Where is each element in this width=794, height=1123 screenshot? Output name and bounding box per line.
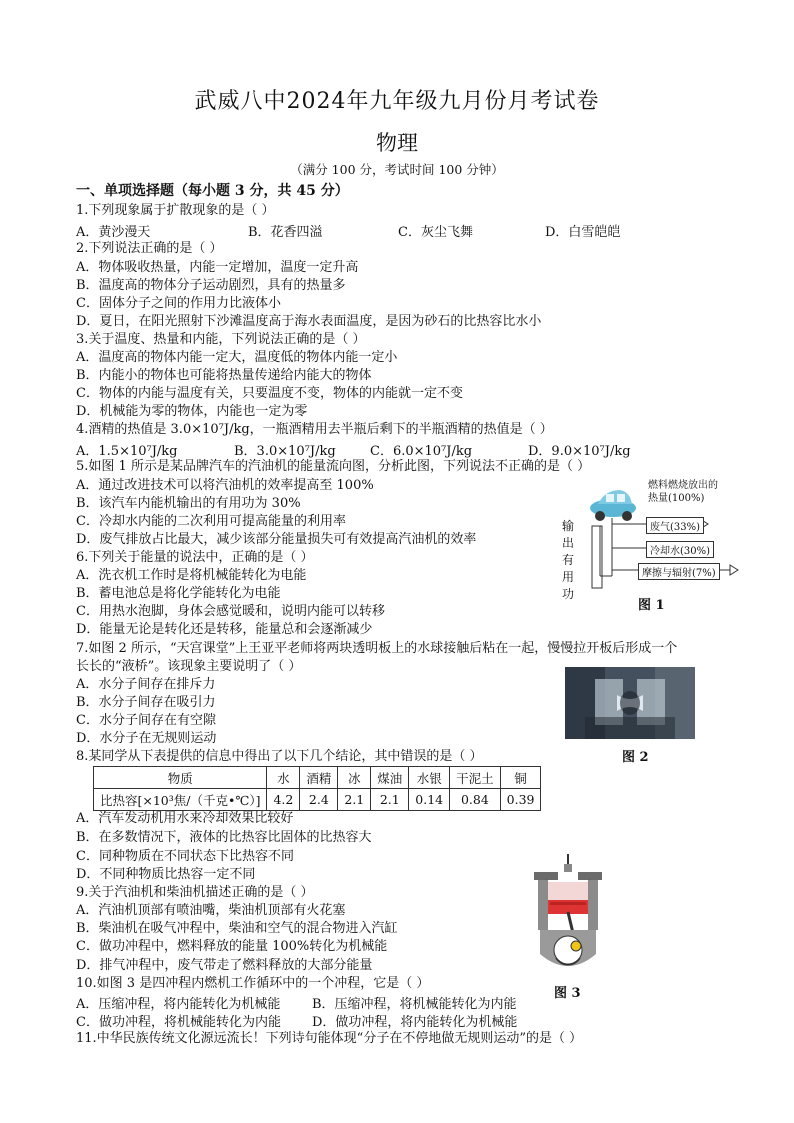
- table-cell: 2.1: [371, 789, 409, 811]
- q6-option-c: C．用热水泡脚，身体会感觉暖和，说明内能可以转移: [76, 604, 385, 619]
- q6-option-b: B．蓄电池总是将化学能转化为电能: [76, 586, 281, 601]
- q2-option-c: C．固体分子之间的作用力比液体小: [76, 296, 281, 311]
- q4-option-a: A．1.5×10⁷J/kg: [76, 444, 178, 459]
- q1-option-c: C．灰尘飞舞: [398, 225, 473, 240]
- table-header-cell: 酒精: [300, 767, 338, 789]
- q9-option-c: C．做功冲程中，燃料释放的能量 100%转化为机械能: [76, 939, 388, 954]
- q8-stem: 8.某同学从下表提供的信息中得出了以下几个结论，其中错误的是（ ）: [76, 749, 483, 764]
- q9-option-a: A．汽油机顶部有喷油嘴，柴油机顶部有火花塞: [76, 903, 346, 918]
- q3-option-b: B．内能小的物体也可能将热量传递给内能大的物体: [76, 368, 372, 383]
- q1-option-b: B．花香四溢: [248, 225, 323, 240]
- q2-stem: 2.下列说法正确的是（ ）: [76, 241, 223, 256]
- fig1-friction-label: 摩擦与辐射(7%): [638, 563, 720, 580]
- engine-cylinder-diagram: [528, 850, 608, 978]
- q1-option-a: A．黄沙漫天: [76, 225, 151, 240]
- q2-option-d: D．夏日，在阳光照射下沙滩温度高于海水表面温度，是因为砂石的比热容比水小: [76, 314, 542, 329]
- q10-stem: 10.如图 3 是四冲程内燃机工作循环中的一个冲程，它是（ ）: [76, 976, 430, 991]
- q4-option-d: D．9.0×10⁷J/kg: [528, 444, 631, 459]
- table-cell: 0.14: [409, 789, 450, 811]
- specific-heat-table: [93, 766, 541, 811]
- q3-option-c: C．物体的内能与温度有关，只要温度不变，物体的内能就一定不变: [76, 386, 463, 401]
- q10-option-c: C．做功冲程，将机械能转化为内能: [76, 1015, 281, 1030]
- subject-title: 物理: [376, 131, 418, 155]
- q7-option-c: C．水分子间存在有空隙: [76, 713, 216, 728]
- table-cell: 0.39: [500, 789, 541, 811]
- fig1-exhaust-label: 废气(33%): [646, 517, 704, 534]
- fig2-caption: 图 2: [622, 750, 649, 765]
- figure-2-liquid-bridge-photo: [565, 667, 695, 739]
- table-header-cell: 干泥土: [450, 767, 501, 789]
- table-cell: 0.84: [450, 789, 501, 811]
- fig1-coolant-label: 冷却水(30%): [646, 541, 714, 558]
- q1-stem: 1.下列现象属于扩散现象的是（ ）: [76, 203, 275, 218]
- q7-stem-line1: 7.如图 2 所示，“天宫课堂”上王亚平老师将两块透明板上的水球接触后粘在一起，慢慢拉开板后形成一个: [76, 641, 678, 656]
- q7-option-d: D．水分子在无规则运动: [76, 731, 217, 746]
- q1-option-d: D．白雪皑皑: [545, 225, 621, 240]
- q9-option-b: B．柴油机在吸气冲程中，柴油和空气的混合物进入汽缸: [76, 921, 398, 936]
- q10-option-d: D．做功冲程，将内能转化为机械能: [312, 1015, 518, 1030]
- q8-option-a: A．汽车发动机用水来冷却效果比较好: [76, 811, 294, 826]
- figure-3-engine: [528, 850, 608, 978]
- q2-option-b: B．温度高的物体分子运动剧烈，具有的热量多: [76, 278, 346, 293]
- q10-option-b: B．压缩冲程，将机械能转化为内能: [312, 997, 517, 1012]
- q9-option-d: D．排气冲程中，废气带走了燃料释放的大部分能量: [76, 958, 373, 973]
- figure-1-energy-flow: [560, 478, 740, 613]
- table-header-cell: 冰: [338, 767, 371, 789]
- q7-stem-line2: 长长的“液桥”。该现象主要说明了（ ）: [76, 659, 302, 674]
- q5-option-b: B．该汽车内能机输出的有用功为 30%: [76, 496, 301, 511]
- liquid-bridge-image: [565, 667, 695, 739]
- table-header-cell: 物质: [94, 767, 267, 789]
- q9-stem: 9.关于汽油机和柴油机描述正确的是（ ）: [76, 885, 314, 900]
- fig3-caption: 图 3: [554, 986, 581, 1001]
- q6-stem: 6.下列关于能量的说法中，正确的是（ ）: [76, 550, 314, 565]
- q4-stem: 4.酒精的热值是 3.0×10⁷J/kg，一瓶酒精用去半瓶后剩下的半瓶酒精的热值是（ ）: [76, 422, 553, 437]
- fig1-useful-work-label: 输 出 有 用 功: [562, 519, 575, 601]
- q8-option-c: C．同种物质在不同状态下比热容不同: [76, 849, 294, 864]
- table-header-row: [94, 767, 541, 789]
- table-cell: 4.2: [267, 789, 300, 811]
- fig1-caption: 图 1: [638, 598, 665, 613]
- q3-option-d: D．机械能为零的物体，内能也一定为零: [76, 404, 308, 419]
- table-row: [94, 789, 541, 811]
- q8-option-d: D．不同种物质比热容一定不同: [76, 867, 256, 882]
- q4-option-c: C．6.0×10⁷J/kg: [370, 444, 473, 459]
- q5-option-d: D．废气排放占比最大，减少该部分能量损失可有效提高汽油机的效率: [76, 532, 477, 547]
- table-cell: 2.4: [300, 789, 338, 811]
- table-cell: 比热容[×10³焦/（千克•℃）]: [94, 789, 267, 811]
- q7-option-b: B．水分子间存在吸引力: [76, 695, 216, 710]
- q2-option-a: A．物体吸收热量，内能一定增加，温度一定升高: [76, 260, 359, 275]
- q10-option-a: A．压缩冲程，将内能转化为机械能: [76, 997, 281, 1012]
- q8-option-b: B．在多数情况下，液体的比热容比固体的比热容大: [76, 830, 372, 845]
- q6-option-d: D．能量无论是转化还是转移，能量总和会逐渐减少: [76, 622, 373, 637]
- fig1-heat-label-1: 燃料燃烧放出的: [648, 480, 718, 491]
- q5-option-a: A．通过改进技术可以将汽油机的效率提高至 100%: [76, 478, 374, 493]
- exam-note: （满分 100 分，考试时间 100 分钟）: [290, 162, 504, 177]
- q3-option-a: A．温度高的物体内能一定大，温度低的物体内能一定小: [76, 350, 398, 365]
- table-header-cell: 煤油: [371, 767, 409, 789]
- q11-stem: 11.中华民族传统文化源远流长！下列诗句能体现“分子在不停地做无规则运动”的是（ ）: [76, 1031, 583, 1046]
- q5-stem: 5.如图 1 所示是某品牌汽车的汽油机的能量流向图，分析此图，下列说法不正确的是（ ）: [76, 459, 591, 474]
- section-heading: 一、单项选择题（每小题 3 分，共 45 分）: [76, 183, 349, 199]
- q3-stem: 3.关于温度、热量和内能，下列说法正确的是（ ）: [76, 332, 366, 347]
- q7-option-a: A．水分子间存在排斥力: [76, 677, 216, 692]
- table-header-cell: 铜: [500, 767, 541, 789]
- q5-option-c: C．冷却水内能的二次利用可提高能量的利用率: [76, 514, 346, 529]
- table-cell: 2.1: [338, 789, 371, 811]
- table-header-cell: 水: [267, 767, 300, 789]
- fig1-heat-label-2: 热量(100%): [648, 493, 705, 504]
- q6-option-a: A．洗衣机工作时是将机械能转化为电能: [76, 568, 307, 583]
- table-header-cell: 水银: [409, 767, 450, 789]
- q4-option-b: B．3.0×10⁷J/kg: [234, 444, 336, 459]
- exam-title: 武威八中2024年九年级九月份月考试卷: [194, 89, 600, 114]
